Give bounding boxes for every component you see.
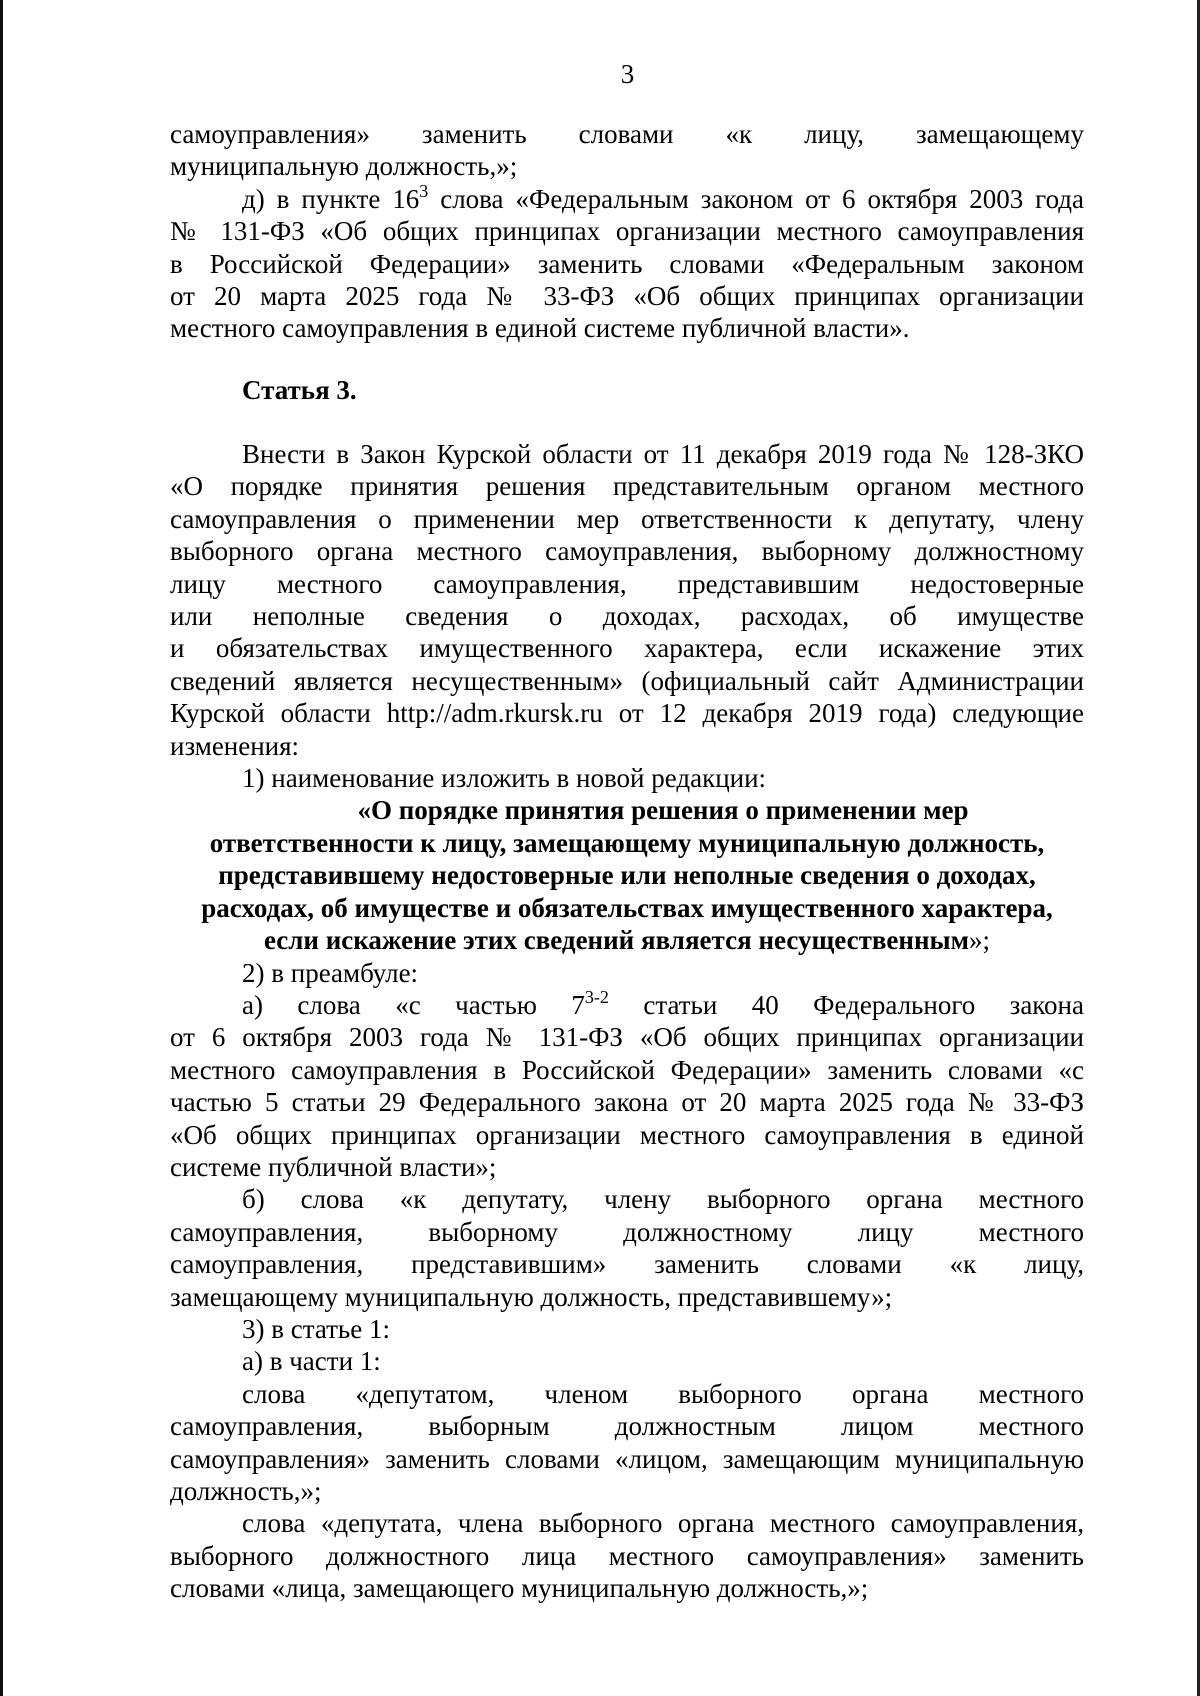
item-2a-line: [170, 986, 1084, 1021]
text-line: самоуправления, выборным должностным лицом местного: [170, 1411, 1084, 1442]
text-line: самоуправления, выборному должностному лицу местного: [170, 1216, 1084, 1247]
item-3: 3) в статье 1:: [242, 1313, 390, 1344]
new-title-line: ответственности к лицу, замещающему муниципальную должность,: [209, 827, 1045, 858]
text-span: если искажение этих сведений является несущественным: [263, 925, 969, 956]
text-span: статьи 40 Федерального закона: [608, 989, 1084, 1020]
text-line: замещающему муниципальную должность, представившему»;: [170, 1281, 893, 1312]
text-line: «Об общих принципах организации местного самоуправления в единой: [170, 1119, 1084, 1150]
text-line: выборного органа местного самоуправления, выборному должностному: [170, 536, 1084, 567]
text-line: местного самоуправления в Российской Федерации» заменить словами «с: [170, 1054, 1084, 1085]
text-span: а) слова «с частью 7: [242, 989, 585, 1020]
block-article-3: [170, 438, 1084, 1605]
text-line: или неполные сведения о доходах, расходах, об имуществе: [170, 601, 1084, 632]
text-line: от 20 марта 2025 года № 33-ФЗ «Об общих принципах организации: [170, 281, 1084, 312]
new-title-line: расходах, об имуществе и обязательствах имущественного характера,: [201, 892, 1053, 923]
text-span: »;: [968, 925, 990, 956]
text-line: слова «депутатом, членом выборного органа местного: [242, 1378, 1084, 1409]
text-line: частью 5 статьи 29 Федерального закона от 20 марта 2025 года № 33-ФЗ: [170, 1087, 1084, 1118]
text-line: слова «депутата, члена выборного органа местного самоуправления,: [242, 1508, 1084, 1539]
text-line: Внести в Закон Курской области от 11 декабря 2019 года № 128-ЗКО: [242, 439, 1084, 469]
text-line: самоуправления» заменить словами «лицом, замещающим муниципальную: [170, 1443, 1084, 1474]
text-line: местного самоуправления в единой системе публичной власти».: [170, 313, 910, 344]
item-1: 1) наименование изложить в новой редакции:: [242, 763, 767, 794]
item-3a: а) в части 1:: [242, 1346, 381, 1377]
text-line: от 6 октября 2003 года № 131-ФЗ «Об общих принципах организации: [170, 1022, 1084, 1053]
text-line: системе публичной власти»;: [170, 1151, 497, 1182]
block-continuation: [170, 118, 1084, 345]
text-line: самоуправления, представившим» заменить словами «к лицу,: [170, 1249, 1084, 1280]
new-title-line: «О порядке принятия решения о применении мер: [357, 795, 969, 826]
text-line: словами «лица, замещающего муниципальную должность,»;: [170, 1573, 869, 1604]
text-span: слова «Федеральным законом от 6 октября 2003 года: [428, 183, 1085, 214]
text-span: д) в пункте 16: [242, 183, 420, 214]
text-line: в Российской Федерации» заменить словами «Федеральным законом: [170, 248, 1084, 279]
text-line: самоуправления» заменить словами «к лицу, замещающему: [170, 119, 1084, 149]
article-heading-block: [170, 374, 1084, 406]
text-line: «О порядке принятия решения представительным органом местного: [170, 471, 1084, 502]
item-2: 2) в преамбуле:: [242, 957, 419, 988]
text-line: выборного должностного лица местного самоуправления» заменить: [170, 1540, 1084, 1571]
text-line: и обязательствах имущественного характера, если искажение этих: [170, 633, 1084, 664]
text-line: должность,»;: [170, 1476, 322, 1506]
text-line: изменения:: [170, 730, 300, 761]
scan-edge-left: [0, 0, 3, 1696]
text-line: Курской области http://adm.rkursk.ru от 12 декабря 2019 года) следующие: [170, 698, 1084, 729]
text-line: лицу местного самоуправления, представившим недостоверные: [170, 568, 1084, 599]
page-number: 3: [620, 59, 635, 89]
article-heading: Статья 3.: [242, 375, 357, 405]
superscript: 3-2: [584, 986, 609, 1007]
text-line: самоуправления о применении мер ответственности к депутату, члену: [170, 503, 1084, 534]
superscript: 3: [419, 180, 429, 201]
text-line: № 131-ФЗ «Об общих принципах организации местного самоуправления: [170, 216, 1084, 247]
text-line: сведений является несущественным» (официальный сайт Администрации: [170, 665, 1084, 696]
new-title-line: представившему недостоверные или неполные сведения о доходах,: [218, 860, 1036, 891]
item-2b-line: б) слова «к депутату, члену выборного органа местного: [242, 1184, 1084, 1215]
text-line: муниципальную должность,»;: [170, 151, 518, 182]
new-title-line-last: [170, 924, 1084, 956]
item-d-line: [170, 180, 1085, 215]
